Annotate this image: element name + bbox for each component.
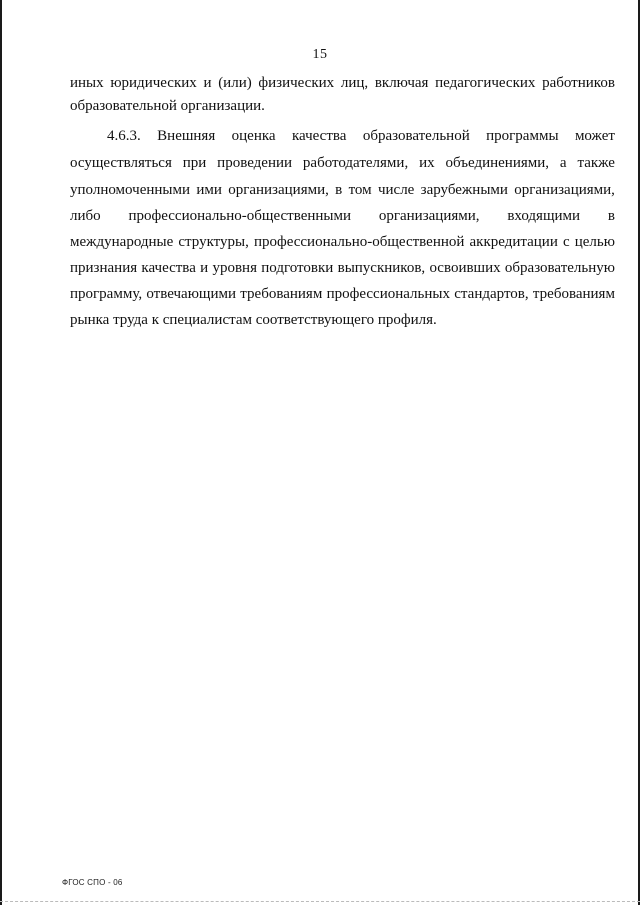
word: 4.6.3. <box>107 128 141 144</box>
word: освоивших <box>429 260 501 276</box>
word: и <box>203 75 212 91</box>
word: при <box>182 155 207 171</box>
word: образовательной <box>362 128 470 144</box>
text-line-4 <box>70 154 615 172</box>
word: качества <box>141 260 196 276</box>
word: осуществляться <box>70 155 172 171</box>
word: требованиям <box>532 286 615 302</box>
text-line-1 <box>70 74 615 92</box>
word: качества <box>291 128 347 144</box>
word: профессионально-общественными <box>128 208 352 224</box>
text-line-5 <box>70 181 615 199</box>
word: зарубежными <box>420 182 508 198</box>
word: международные <box>70 234 174 250</box>
word: организациями, <box>514 182 615 198</box>
page-bottom-edge <box>0 901 640 905</box>
word: стандартов, <box>454 286 529 302</box>
text-line-9 <box>70 285 615 303</box>
text-line-10: рынка труда к специалистам соответствующего профиля. <box>70 312 437 328</box>
word: работников <box>542 75 615 91</box>
word: подготовки <box>261 260 334 276</box>
word: требованиям <box>240 286 323 302</box>
word: Внешняя <box>157 128 216 144</box>
word: лиц, <box>340 75 369 91</box>
word: оценка <box>231 128 276 144</box>
word: иных <box>70 75 104 91</box>
word: отвечающими <box>146 286 237 302</box>
page-number: 15 <box>312 47 328 62</box>
word: их <box>419 155 435 171</box>
word: аккредитации <box>469 234 558 250</box>
word: признания <box>70 260 138 276</box>
word: либо <box>70 208 101 224</box>
word: и <box>200 260 209 276</box>
word: проведении <box>217 155 293 171</box>
text-line-8 <box>70 259 615 277</box>
footer-document-code: ФГОС СПО - 06 <box>62 878 123 887</box>
word: ими <box>196 182 222 198</box>
word: профессионально-общественной <box>253 234 465 250</box>
word: также <box>577 155 615 171</box>
word: образовательную <box>504 260 615 276</box>
word: выпускников, <box>337 260 426 276</box>
word: профессиональных <box>326 286 450 302</box>
word: программы <box>486 128 559 144</box>
word: числе <box>377 182 415 198</box>
word: работодателями, <box>302 155 409 171</box>
word: в <box>607 208 615 224</box>
word: входящими <box>507 208 581 224</box>
word: включая <box>374 75 429 91</box>
word: может <box>574 128 615 144</box>
word: организациями, <box>228 182 329 198</box>
word: физических <box>258 75 335 91</box>
word: уполномоченными <box>70 182 191 198</box>
word: (или) <box>218 75 252 91</box>
word: целью <box>574 234 615 250</box>
word: в <box>335 182 343 198</box>
text-line-6 <box>70 207 615 225</box>
word: объединениями, <box>445 155 550 171</box>
word: организациями, <box>378 208 480 224</box>
word: программу, <box>70 286 143 302</box>
word: уровня <box>212 260 257 276</box>
word: а <box>559 155 567 171</box>
word: структуры, <box>178 234 249 250</box>
word: с <box>562 234 570 250</box>
text-line-3 <box>107 127 615 145</box>
word: юридических <box>110 75 197 91</box>
word: том <box>348 182 372 198</box>
text-line-7 <box>70 233 615 251</box>
word: педагогических <box>435 75 536 91</box>
text-line-2: образовательной организации. <box>70 98 265 114</box>
